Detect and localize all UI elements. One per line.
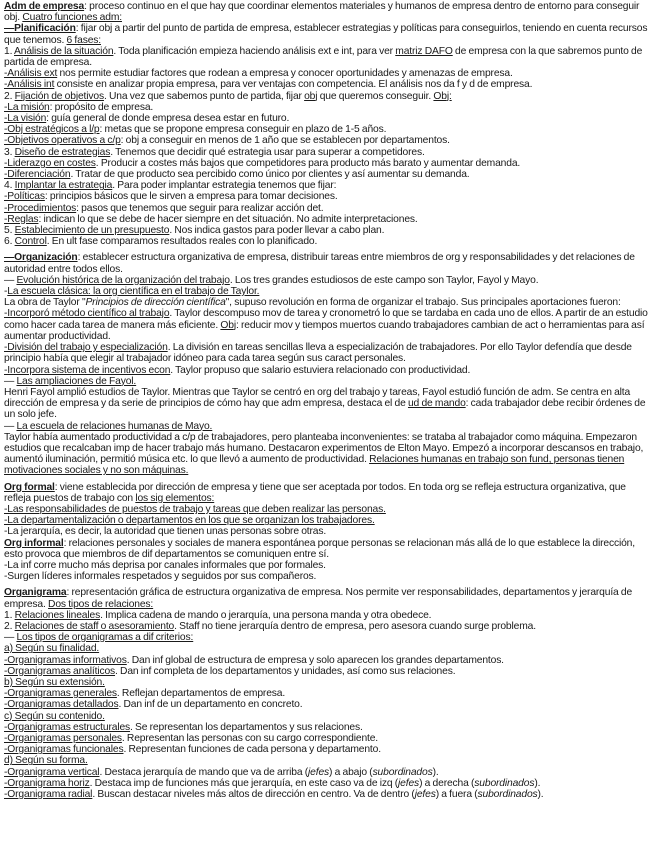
underlined-text: -Incorporó método científico al trabajo	[4, 308, 170, 320]
text-run: 5.	[4, 225, 15, 237]
text-run: . Taylor descompuso mov de tarea y cronometró lo que se tardaba en cada uno de ellos. A partir de an estudio como hacer cada tarea de manera más eficiente.	[4, 308, 648, 331]
paragraph	[4, 755, 653, 766]
underlined-text: -Organigrama vertical	[4, 766, 100, 778]
paragraph	[4, 621, 653, 632]
text-run: -Surgen líderes informales respetados y seguidos por sus compañeros.	[4, 571, 317, 583]
text-run: : reducir mov y tiempos muertos cuando trabajadores cambian de act o herramientas para así aumentar productividad.	[4, 319, 645, 342]
text-run: -La inf corre mucho más deprisa por canales informales que por formales.	[4, 559, 326, 571]
text-run: subordinados	[372, 766, 433, 778]
paragraph	[4, 135, 653, 146]
text-run: . Representan las personas con su cargo correspondiente.	[121, 733, 379, 744]
paragraph	[4, 79, 653, 90]
text-run: : representación gráfica de estructura organizativa de empresa. Nos permite ver responsabilidades, departamentos y jerarquía de empresa.	[4, 587, 633, 610]
underlined-text: Obj	[220, 319, 236, 331]
paragraph	[4, 342, 653, 364]
underlined-text: -Políticas	[4, 191, 45, 203]
underlined-text: -Diferenciación	[4, 169, 71, 181]
text-run: 1.	[4, 45, 15, 57]
paragraph	[4, 236, 653, 247]
underlined-text: -Organigramas analíticos	[4, 665, 116, 677]
underlined-text: Relaciones lineales	[14, 609, 101, 621]
text-run: . Staff no tiene jerarquía dentro de empresa, pero asesora cuando surge problema.	[174, 620, 536, 632]
underlined-text: -Análisis int	[4, 79, 55, 91]
text-run: : cada trabajador debe recibir órdenes de un solo jefe.	[4, 398, 646, 421]
text-run: ) a fuera (	[435, 789, 478, 801]
underlined-text: -Organigramas funcionales	[4, 744, 124, 756]
text-run: jefes	[398, 777, 420, 789]
paragraph	[4, 180, 653, 191]
paragraph	[4, 225, 653, 236]
paragraph	[4, 68, 653, 79]
underlined-text: -La misión	[4, 101, 50, 113]
paragraph	[4, 376, 653, 387]
paragraph	[4, 191, 653, 202]
paragraph	[4, 286, 653, 297]
underlined-text: -Objetivos operativos a c/p	[4, 135, 121, 147]
text-run: . Reflejan departamentos de empresa.	[116, 688, 286, 700]
paragraph	[4, 688, 653, 699]
underlined-text: 6 fases:	[66, 34, 101, 46]
paragraph	[4, 214, 653, 225]
section-heading: Organigrama	[4, 587, 67, 599]
text-run: : pasos que tenemos que seguir para realizar acción det.	[76, 202, 324, 214]
text-run: . Dan inf global de estructura de empresa y solo aparecen los grandes departamentos.	[126, 654, 504, 666]
text-run: ) a derecha (	[419, 777, 475, 789]
underlined-text: Fijación de objetivos	[14, 90, 104, 102]
paragraph	[4, 23, 653, 45]
text-run: : obj a conseguir en menos de 1 año que se establecen por departamentos.	[120, 135, 450, 147]
text-run: . Tratar de que producto sea percibido como único por clientes y así aumentar su demanda.	[70, 169, 470, 181]
paragraph	[4, 124, 653, 135]
text-run: —	[4, 375, 17, 387]
underlined-text: -Organigramas personales	[4, 733, 122, 744]
paragraph	[4, 643, 653, 654]
paragraph	[4, 538, 653, 560]
underlined-text: -La departamentalización o departamentos en los que se organizan los trabajadores.	[4, 515, 375, 527]
paragraph	[4, 387, 653, 421]
paragraph	[4, 482, 653, 504]
underlined-text: -Organigramas generales	[4, 688, 117, 700]
text-run: 4.	[4, 180, 15, 192]
section-heading: Org formal	[4, 481, 55, 493]
underlined-text: Obj:	[433, 90, 452, 102]
underlined-text: Diseño de estrategias	[14, 146, 111, 158]
underlined-text: -Incorpora sistema de incentivos econ	[4, 364, 171, 376]
paragraph	[4, 610, 653, 621]
underlined-text: -La visión	[4, 113, 47, 125]
underlined-text: Las ampliaciones de Fayol.	[16, 375, 137, 387]
underlined-text: los sig elementos:	[135, 492, 215, 504]
paragraph	[4, 767, 653, 778]
underlined-text: -Reglas	[4, 213, 39, 225]
text-run: jefes	[414, 789, 436, 801]
text-run: nos permite estudiar factores que rodean a empresa y conocer oportunidades y amenazas de empresa.	[57, 68, 513, 80]
underlined-text: -Organigramas estructurales	[4, 721, 131, 733]
text-run: : establecer estructura organizativa de empresa, distribuir tareas entre miembros de org y responsabilidades y det relaciones de autoridad entre todos ellos.	[4, 252, 635, 275]
text-run: que queremos conseguir.	[317, 90, 434, 102]
text-run: -	[4, 286, 8, 298]
paragraph	[4, 46, 653, 68]
text-run: : fijar obj a partir del punto de partida de empresa, establecer estrategias y políticas para conseguirlos, teniendo en cuenta recursos que tenemos.	[4, 23, 648, 46]
paragraph	[4, 1, 653, 23]
underlined-text: Implantar la estrategia	[14, 180, 113, 192]
text-run: -La jerarquía, es decir, la autoridad que tienen unas personas sobre otras.	[4, 526, 327, 538]
underlined-text: ud de mando	[407, 398, 466, 410]
text-run: . Representan funciones de cada persona y departamento.	[123, 744, 381, 756]
text-run: —	[4, 632, 17, 644]
text-run: ).	[537, 789, 544, 801]
text-run: ", supuso revolución en forma de organizar el trabajo. Sus principales aportaciones fueron:	[225, 297, 621, 309]
paragraph	[4, 789, 653, 800]
text-run: 1.	[4, 609, 15, 621]
underlined-text: Dos tipos de relaciones:	[48, 598, 154, 610]
paragraph	[4, 711, 653, 722]
paragraph	[4, 733, 653, 744]
text-run: Principios de dirección científica	[85, 297, 226, 309]
underlined-text: La escuela clásica: la org científica en el trabajo de Taylor.	[7, 286, 260, 298]
text-run: Henri Fayol amplió estudios de Taylor. Mientras que Taylor se centró en org del trabajo y tareas, Fayol estudió función de adm. Se centra en alta dirección de empresa y da serie de principios de cómo hay que adm empresa, destaca el de	[4, 386, 631, 410]
paragraph	[4, 699, 653, 710]
underlined-text: -Las responsabilidades de puestos de trabajo y tareas que deben realizar las personas.	[4, 503, 386, 515]
underlined-text: Relaciones humanas en trabajo son fund, personas tienen motivaciones sociales y no son máquinas.	[4, 454, 625, 477]
underlined-text: d) Según su forma.	[4, 755, 88, 767]
paragraph	[4, 147, 653, 158]
paragraph	[4, 632, 653, 643]
text-run: 3.	[4, 146, 15, 158]
text-run: . Dan inf completa de los departamentos y unidades, así como sus relaciones.	[115, 665, 456, 677]
text-run: ) a abajo (	[329, 766, 373, 778]
underlined-text: La escuela de relaciones humanas de Mayo.	[16, 420, 213, 432]
text-run: . Toda planificación empieza haciendo análisis ext e int, para ver	[113, 45, 396, 57]
paragraph	[4, 571, 653, 582]
paragraph	[4, 744, 653, 755]
paragraph	[4, 587, 653, 609]
paragraph	[4, 778, 653, 789]
text-run: . Taylor propuso que salario estuviera relacionado con productividad.	[170, 364, 471, 376]
text-run: . Se representan los departamentos y sus relaciones.	[130, 721, 363, 733]
text-run: subordinados	[474, 777, 535, 789]
paragraph	[4, 526, 653, 537]
text-run: Taylor había aumentado productividad a c/p de trabajadores, pero planteaba inconvenientes: se trataba al trabajador como máquina. Empezaron estudios que recalcaban imp de hacer trabajo más humano. Destacaron experimentos de Elton Mayo. Empezó a incorporar descansos en trabajo, aumentó iluminación, permitió música etc. lo que llevó a aumento de productividad.	[4, 431, 644, 466]
underlined-text: obj	[304, 90, 318, 102]
text-run: ).	[432, 766, 439, 778]
text-run: : proceso continuo en el que hay que coordinar elementos materiales y humanos de empresa dentro de entorno para conseguir obj.	[4, 1, 640, 24]
text-run: : guía general de donde empresa desea estar en futuro.	[46, 113, 290, 125]
underlined-text: Los tipos de organigramas a dif criterios:	[16, 632, 194, 644]
text-run: . Dan inf de un departamento en concreto.	[118, 699, 303, 711]
paragraph	[4, 560, 653, 571]
text-run: ).	[534, 777, 541, 789]
section-heading: Org informal	[4, 537, 64, 549]
paragraph	[4, 365, 653, 376]
text-run: —	[4, 274, 17, 286]
text-run: 2.	[4, 90, 15, 102]
paragraph	[4, 275, 653, 286]
text-run: . En ult fase comparamos resultados reales con lo planificado.	[46, 236, 318, 248]
underlined-text: Evolución histórica de la organización del trabajo	[16, 274, 230, 286]
paragraph	[4, 169, 653, 180]
underlined-text: -Organigrama horiz	[4, 777, 90, 789]
text-run: . La división en tareas sencillas lleva a especialización de trabajadores. Por ello Taylor defendía que desde principio había que elegir al trabajador idóneo para cada tarea según sus caract personales.	[4, 342, 632, 365]
underlined-text: -División del trabajo y especialización	[4, 342, 168, 354]
underlined-text: Establecimiento de un presupuesto	[14, 225, 170, 237]
paragraph	[4, 113, 653, 124]
paragraph	[4, 655, 653, 666]
text-run: La obra de Taylor "	[4, 297, 86, 309]
underlined-text: -Análisis ext	[4, 68, 58, 80]
paragraph	[4, 91, 653, 102]
paragraph	[4, 421, 653, 432]
text-run: . Para poder implantar estrategia tenemos que fijar:	[112, 180, 337, 192]
underlined-text: -Organigramas detallados	[4, 699, 119, 711]
paragraph	[4, 722, 653, 733]
section-heading: —Organización	[4, 252, 78, 264]
underlined-text: Relaciones de staff o asesoramiento	[14, 620, 175, 632]
text-run: 6.	[4, 236, 15, 248]
paragraph	[4, 203, 653, 214]
paragraph	[4, 158, 653, 169]
underlined-text: b) Según su extensión.	[4, 676, 105, 688]
underlined-text: Cuatro funciones adm:	[22, 12, 122, 24]
section-heading: Adm de empresa	[4, 1, 85, 12]
paragraph	[4, 504, 653, 515]
text-run: . Nos indica gastos para poder llevar a cabo plan.	[169, 225, 385, 237]
paragraph	[4, 308, 653, 342]
paragraph	[4, 252, 653, 274]
text-run: jefes	[308, 766, 330, 778]
text-run: consiste en analizar propia empresa, para ver ventajas con competencia. El análisis nos da f y d de empresa.	[54, 79, 533, 91]
text-run: . Los tres grandes estudiosos de este campo son Taylor, Fayol y Mayo.	[229, 274, 539, 286]
text-run: . Una vez que sabemos punto de partida, fijar	[103, 90, 305, 102]
underlined-text: matriz DAFO	[395, 45, 453, 57]
text-run: de empresa con la que sabremos punto de partida de empresa.	[4, 45, 643, 69]
paragraph	[4, 432, 653, 477]
text-run: : propósito de empresa.	[49, 101, 154, 113]
underlined-text: Control	[14, 236, 47, 248]
text-run: . Tenemos que decidir qué estrategia usar para superar a competidores.	[110, 146, 425, 158]
text-run: : viene establecida por dirección de empresa y tiene que ser aceptada por todos. En toda org se refleja estructura organizativa, que refleja puestos de trabajo con	[4, 481, 626, 504]
text-run: : principios básicos que le sirven a empresa para tomar decisiones.	[44, 191, 338, 203]
text-run: : relaciones personales y sociales de manera espontánea porque personas se relacionan más allá de lo que establece la dirección, esto provoca que miembros de dif departamentos se comuniquen entre sí.	[4, 537, 635, 560]
section-heading: —Planificación	[4, 23, 76, 35]
underlined-text: -Organigramas informativos	[4, 654, 127, 666]
underlined-text: a) Según su finalidad.	[4, 643, 100, 655]
underlined-text: Análisis de la situación	[14, 45, 114, 57]
text-run: . Producir a costes más bajos que competidores para producto más barato y aumentar demanda.	[95, 157, 521, 169]
text-run: . Buscan destacar niveles más altos de dirección en centro. Va de dentro (	[92, 789, 415, 801]
underlined-text: -Organigrama radial	[4, 789, 93, 801]
paragraph	[4, 297, 653, 308]
text-run: . Destaca imp de funciones más que jerarquía, en este caso va de izq (	[89, 777, 399, 789]
underlined-text: -Liderazgo en costes	[4, 157, 96, 169]
underlined-text: -Procedimientos	[4, 202, 77, 214]
paragraph	[4, 515, 653, 526]
underlined-text: c) Según su contenido.	[4, 710, 105, 722]
text-run: : indican lo que se debe de hacer siempre en det situación. No admite interpretaciones.	[38, 213, 418, 225]
text-run: . Destaca jerarquía de mando que va de arriba (	[99, 766, 309, 778]
paragraph	[4, 666, 653, 677]
text-run: subordinados	[477, 789, 538, 801]
text-run: . Implica cadena de mando o jerarquía, una persona manda y otra obedece.	[100, 609, 432, 621]
underlined-text: -Obj estratégicos a l/p	[4, 124, 100, 136]
text-run: —	[4, 420, 17, 432]
text-run: : metas que se propone empresa conseguir en plazo de 1-5 años.	[99, 124, 387, 136]
text-run: 2.	[4, 620, 15, 632]
paragraph	[4, 677, 653, 688]
paragraph	[4, 102, 653, 113]
